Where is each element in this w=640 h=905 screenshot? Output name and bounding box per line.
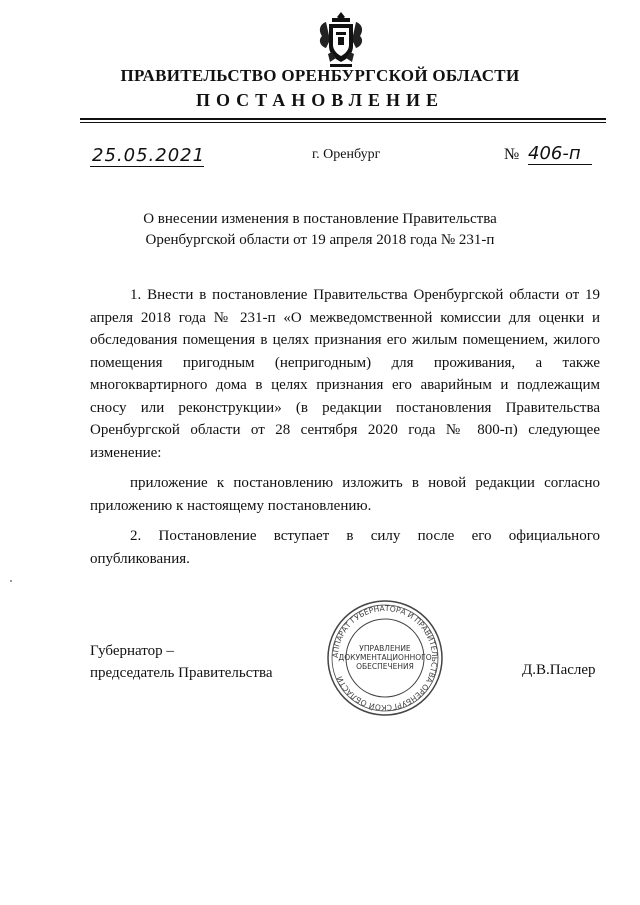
document-type-heading: ПОСТАНОВЛЕНИЕ (195, 90, 445, 110)
paragraph-1: 1. Внести в постановление Правительства Оренбургской области от 19 апреля 2018 года № 231-п «О межведомственной комиссии для оценки и обследования помещения в целях признания его жилым помещением, жилого помещения пригодным (непригодным) для проживания, а также многоквартирного дома в целях признания его аварийным и подлежащим сносу или реконструкции» (в редакции постановления Правительства Оренбургской области от 28 сентября 2020 года № 800-п) следующее изменение: (90, 287, 600, 461)
organization-heading: ПРАВИТЕЛЬСТВО ОРЕНБУРГСКОЙ ОБЛАСТИ (120, 66, 520, 85)
document-city: г. Оренбург (312, 147, 381, 162)
paragraph-2: приложение к постановлению изложить в новой редакции согласно приложению к настоящему постановлению. (90, 475, 600, 514)
document-body (90, 284, 600, 570)
subject-line: Оренбургской области от 19 апреля 2018 года № 231-п (145, 232, 495, 248)
document-number: 406-п (528, 144, 592, 165)
document-date: 25.05.2021 (92, 145, 206, 166)
coat-of-arms-icon (316, 10, 366, 68)
stamp-ring-text: АППАРАТ ГУБЕРНАТОРА И ПРАВИТЕЛЬСТВА ОРЕНБУРГСКОЙ ОБЛАСТИ (330, 603, 440, 713)
signatory-title-line: Губернатор – (90, 643, 174, 659)
header-rule (80, 118, 606, 120)
signatory-title-line: председатель Правительства (90, 665, 273, 681)
stamp-line: ОБЕСПЕЧЕНИЯ (356, 662, 414, 671)
signatory-title (90, 640, 273, 684)
header-rule-thin (80, 122, 606, 123)
subject-line: О внесении изменения в постановление Правительства (143, 211, 497, 227)
scan-mark (10, 580, 12, 582)
stamp-line: ДОКУМЕНТАЦИОННОГО (338, 653, 432, 662)
stamp-line: УПРАВЛЕНИЕ (359, 644, 411, 653)
signatory-name: Д.В.Паслер (522, 662, 596, 678)
stamp-center-text (328, 644, 442, 671)
paragraph-3: 2. Постановление вступает в силу после его официального опубликования. (90, 528, 600, 567)
document-subject (0, 209, 640, 251)
number-label: № (504, 146, 520, 163)
